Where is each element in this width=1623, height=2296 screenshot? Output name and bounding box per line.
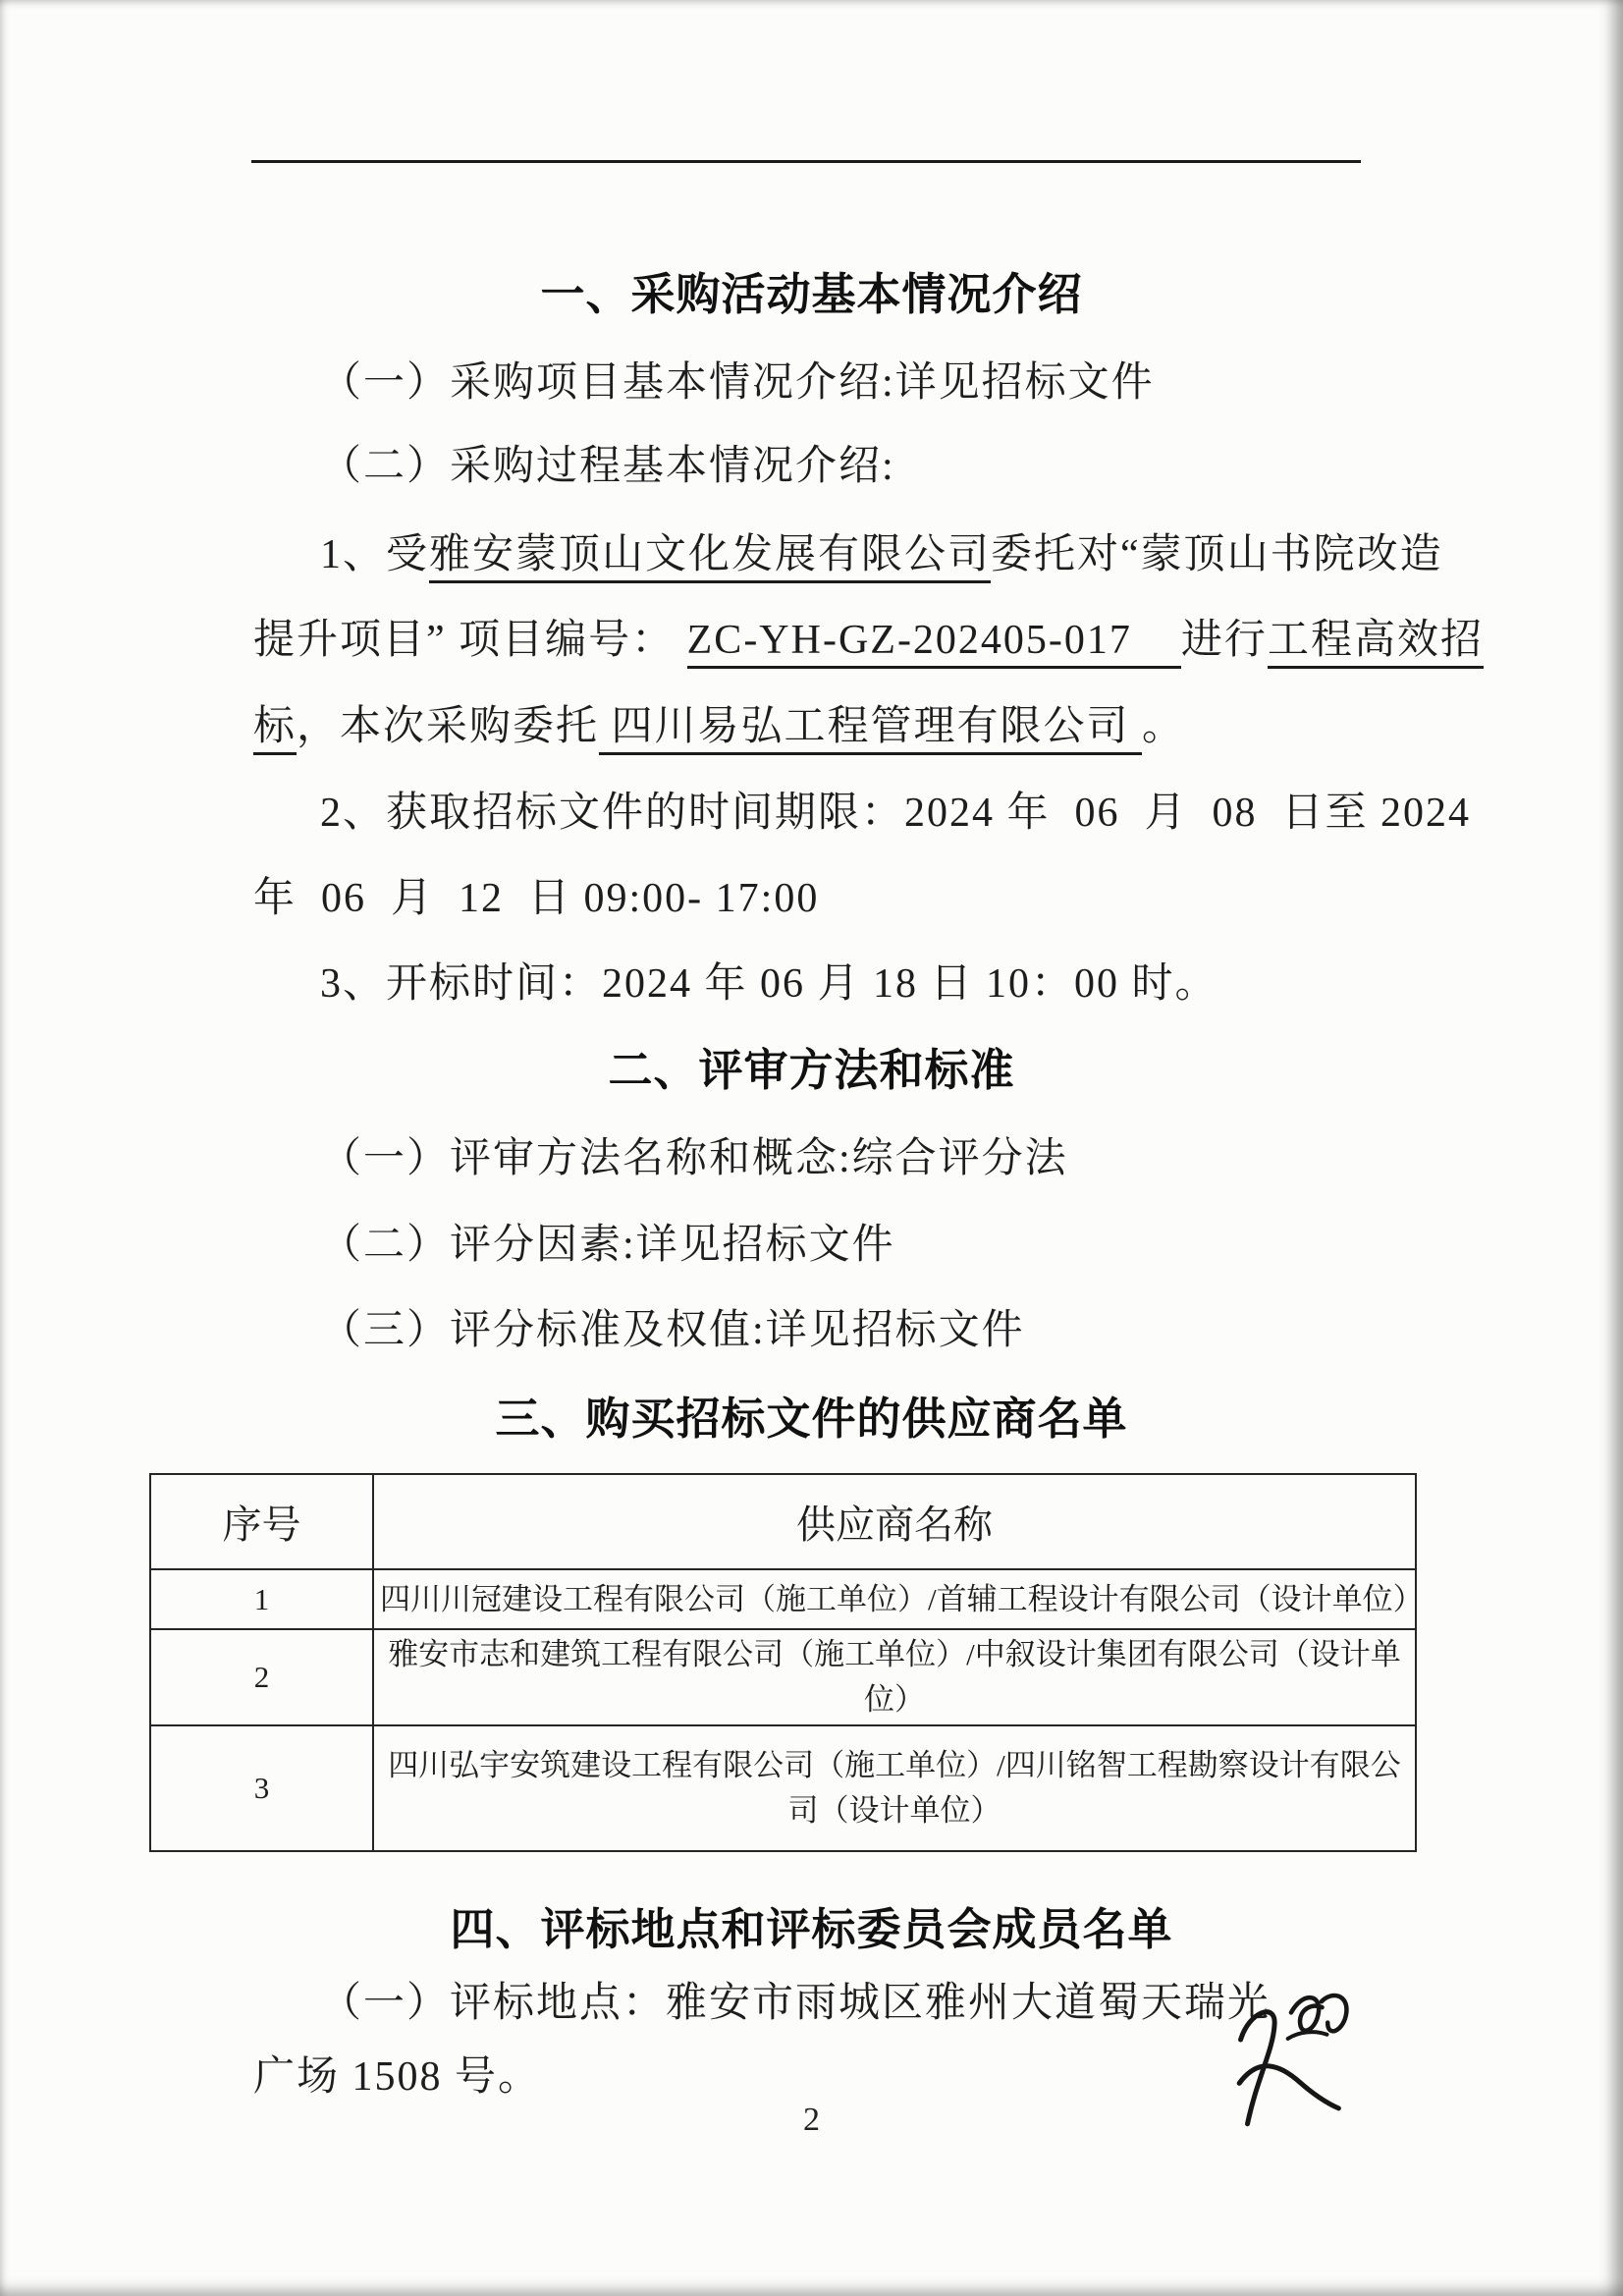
table-row — [150, 1629, 1416, 1725]
suppliers-table-header-row — [150, 1474, 1416, 1569]
section3-title: 三、购买招标文件的供应商名单 — [495, 1394, 1128, 1444]
table-row — [150, 1725, 1416, 1851]
suppliers-table — [149, 1473, 1424, 1852]
para1-line3-mid: ，本次采购委托 — [297, 704, 600, 749]
section1-para1-line1 — [253, 527, 1528, 582]
row2-serial: 2 — [150, 1629, 373, 1725]
para1-line1-pre: 1、受 — [320, 532, 430, 577]
row1-supplier-name: 四川川冠建设工程有限公司（施工单位）/首辅工程设计有限公司（设计单位） — [373, 1569, 1416, 1629]
row2-supplier-name: 雅安市志和建筑工程有限公司（施工单位）/中叙设计集团有限公司（设计单位） — [373, 1629, 1416, 1725]
page-number: 2 — [803, 2102, 820, 2138]
para1-line3-post: 。 — [1142, 704, 1186, 749]
table-row — [150, 1569, 1416, 1629]
section1-para3: 3、开标时间：2024 年 06 月 18 日 10：00 时。 — [320, 961, 1218, 1007]
section1-para1-line3 — [253, 699, 1461, 754]
row1-serial: 1 — [150, 1569, 373, 1629]
header-rule — [251, 160, 1361, 163]
section4-item1-line1: （一）评标地点：雅安市雨城区雅州大道蜀天瑞光 — [320, 1981, 1271, 2026]
row3-supplier-name: 四川弘宇安筑建设工程有限公司（施工单位）/四川铭智工程勘察设计有限公司（设计单位） — [373, 1725, 1416, 1851]
section2-title: 二、评审方法和标准 — [608, 1045, 1015, 1095]
header-cell-supplier-name: 供应商名称 — [373, 1474, 1416, 1569]
section2-item2: （二）评分因素:详见招标文件 — [320, 1223, 895, 1268]
section4-item1-line2: 广场 1508 号。 — [253, 2054, 542, 2100]
section4-title: 四、评标地点和评标委员会成员名单 — [450, 1904, 1173, 1954]
row3-serial: 3 — [150, 1725, 373, 1851]
section1-para2-line1: 2、获取招标文件的时间期限：2024 年 06 月 08 日至 2024 — [320, 791, 1472, 836]
para1-line1-post: 委托对“蒙顶山书院改造 — [991, 532, 1443, 577]
section1-item1: （一）采购项目基本情况介绍:详见招标文件 — [320, 360, 1155, 406]
para1-line1-underlined-entrusting-company: 雅安蒙顶山文化发展有限公司 — [429, 532, 991, 583]
para1-line2-pre: 提升项目” 项目编号： — [253, 618, 687, 663]
section1-para2-line2: 年 06 月 12 日 09:00- 17:00 — [253, 876, 820, 921]
para1-line3-underlined-char: 标 — [253, 704, 297, 755]
section1-item2: （二）采购过程基本情况介绍: — [320, 444, 895, 489]
para1-line2-underlined-project-number: ZC-YH-GZ-202405-017 — [687, 618, 1181, 669]
para1-line2-underlined-bidding-type: 工程高效招 — [1268, 618, 1484, 669]
section1-para1-line2 — [253, 613, 1484, 668]
para1-line3-underlined-agent-company: 四川易弘工程管理有限公司 — [599, 704, 1142, 755]
section2-item1: （一）评审方法名称和概念:综合评分法 — [320, 1136, 1068, 1181]
section1-title: 一、采购活动基本情况介绍 — [540, 269, 1083, 319]
section2-item3: （三）评分标准及权值:详见招标文件 — [320, 1308, 1025, 1353]
header-cell-serial-number: 序号 — [150, 1474, 373, 1569]
para1-line2-mid: 进行 — [1180, 618, 1268, 663]
